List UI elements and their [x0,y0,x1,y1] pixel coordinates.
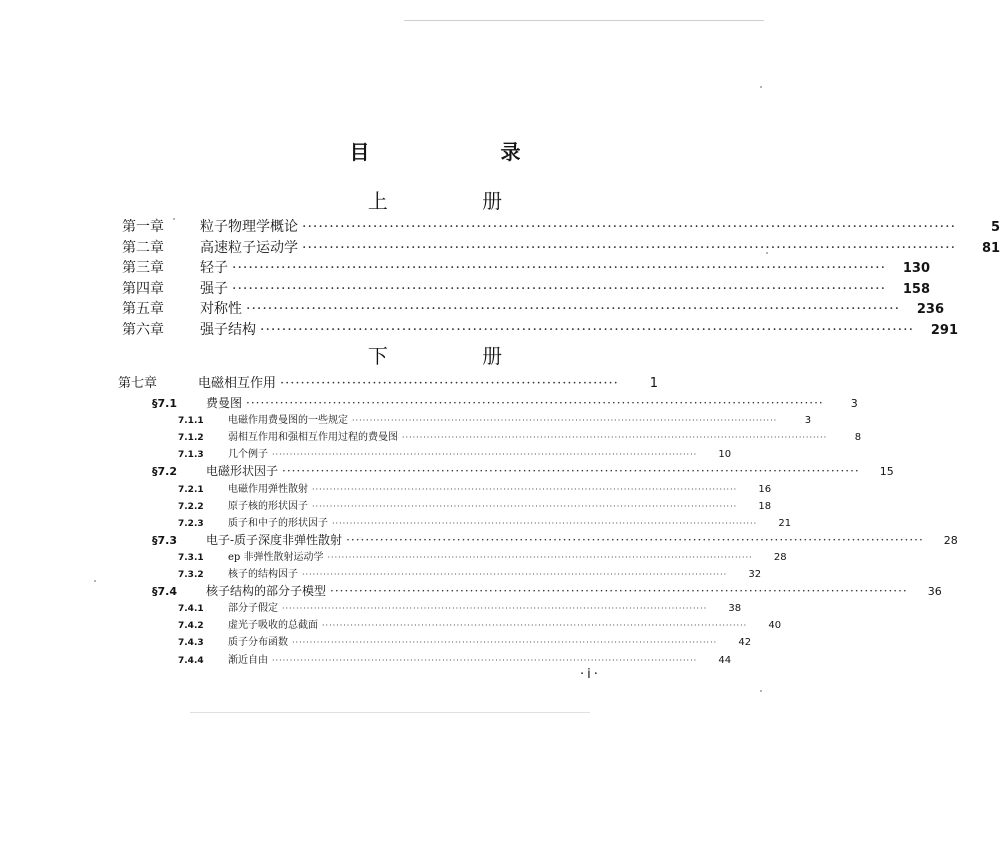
section-entry [152,582,942,600]
leader-dots: ························································································································ [282,464,860,479]
leader-dots: ························································································································ [260,321,915,338]
chapter-title: 轻子 [200,260,228,276]
chapter-page: 158 [902,281,931,297]
chapter-page: 1 [649,376,658,391]
subsection-page: 42 [738,637,752,649]
subsection-page: 38 [728,603,742,615]
chapter-label: 第三章 [122,260,164,276]
section-number: §7.1 [152,397,177,410]
subsection-number: 7.4.1 [178,604,204,615]
section-page: 3 [850,397,858,410]
subsection-page: 40 [768,620,782,632]
leader-dots: ························································································································ [246,301,901,317]
subsection-page: 16 [758,483,772,495]
subsection-entry [178,514,792,532]
subsection-page: 44 [718,654,732,666]
leader-dots: ························································································································ [272,655,698,665]
leader-dots: ························································································································ [332,518,758,528]
chapter-label: 第一章 [122,219,164,235]
section-number: §7.4 [152,585,177,599]
chapter-page: 236 [916,302,945,317]
leader-dots: ························································································································ [322,621,748,631]
chapter-label: 第七章 [118,376,158,391]
leader-dots: ························································································································ [272,450,698,460]
chapter-entry [122,319,959,339]
page-folio: ·i· [580,667,601,682]
section-number: §7.3 [152,533,177,547]
subsection-entry [178,651,732,669]
chapter-entry [122,278,931,298]
section-title: 电子-质子深度非弹性散射 [206,532,343,547]
subsection-entry [178,411,812,429]
subsection-title: 弱相互作用和强相互作用过程的费曼图 [228,432,398,444]
scan-edge-bottom [190,712,590,713]
subsection-number: 7.2.2 [178,501,204,512]
subsection-title: 电磁作用费曼图的一些规定 [228,415,348,427]
subsection-title: 质子分布函数 [228,637,288,649]
chapter-title: 高速粒子运动学 [200,239,298,256]
page-title: 目 录 [349,140,583,164]
leader-dots: ························································································································ [346,532,924,547]
subsection-entry [178,480,772,498]
subsection-page: 8 [854,432,862,444]
subsection-title: 核子的结构因子 [228,569,298,580]
leader-dots: ························································································································ [330,584,908,599]
subsection-number: 7.1.3 [178,450,204,461]
subsection-entry [178,497,772,515]
subsection-number: 7.3.2 [178,570,204,580]
subsection-title: 渐近自由 [228,654,268,666]
chapter-entry [122,257,931,277]
chapter-label: 第二章 [122,239,164,256]
chapter-title: 电磁相互作用 [198,376,277,391]
section-page: 15 [879,465,894,479]
subsection-title: 原子核的形状因子 [228,500,308,512]
subsection-title: 虚光子吸收的总截面 [228,620,318,632]
leader-dots: ························································································································ [292,638,718,648]
chapter-title: 强子 [200,280,228,297]
leader-dots: ························································································································ [312,501,738,511]
volume-1-heading: 上 册 [367,189,547,213]
speck [94,580,96,582]
section-entry [152,462,894,480]
subsection-number: 7.1.1 [178,416,204,427]
chapter-entry [122,216,1000,236]
chapter-title: 强子结构 [200,321,256,338]
subsection-number: 7.2.1 [178,484,204,495]
chapter-title: 粒子物理学概论 [200,219,298,235]
chapter-page: 5 [990,220,1000,235]
leader-dots: ························································································································ [352,416,778,426]
leader-dots: ························································································································ [302,239,957,256]
subsection-number: 7.2.3 [178,518,204,529]
subsection-title: 质子和中子的形状因子 [228,517,328,529]
leader-dots: ························································································································ [302,219,957,235]
subsection-number: 7.1.2 [178,433,204,444]
chapter-7-entry [118,372,658,392]
subsection-number: 7.4.4 [178,655,204,666]
section-page: 36 [927,585,942,599]
subsection-entry [178,428,862,446]
subsection-entry [178,548,787,566]
leader-dots: ························································································································ [282,604,708,614]
subsection-title: 部分子假定 [228,603,278,615]
subsection-title: 几个例子 [228,449,268,461]
section-number: §7.2 [152,465,177,479]
chapter-label: 第四章 [122,280,164,297]
chapter-page: 81 [981,240,1000,256]
leader-dots: ························································································································ [327,552,753,562]
chapter-entry [122,237,1000,257]
chapter-entry [122,298,945,318]
leader-dots: ························································································································ [402,433,828,443]
volume-2-heading: 下 册 [367,344,547,368]
subsection-page: 21 [778,517,792,529]
section-title: 电磁形状因子 [206,464,279,479]
subsection-number: 7.4.2 [178,621,204,632]
subsection-entry [178,616,782,634]
chapter-label: 第五章 [122,301,164,317]
section-entry [152,531,958,549]
section-page: 28 [943,533,958,547]
subsection-page: 18 [758,500,772,512]
scan-edge-top [404,20,764,21]
chapter-page: 291 [930,322,959,338]
leader-dots: ·································································· [280,376,619,391]
chapter-page: 130 [902,261,931,276]
subsection-page: 28 [773,551,787,563]
leader-dots: ························································································································ [302,570,728,579]
section-title: 费曼图 [206,396,243,410]
subsection-entry [178,565,762,583]
chapter-title: 对称性 [200,301,242,317]
subsection-number: 7.4.3 [178,638,204,649]
leader-dots: ························································································································ [232,280,887,297]
speck [760,86,762,88]
subsection-title: 电磁作用弹性散射 [228,483,308,495]
section-title: 核子结构的部分子模型 [206,584,327,599]
leader-dots: ························································································································ [312,484,738,494]
speck [760,690,762,692]
subsection-entry [178,599,742,617]
section-entry [152,394,858,412]
leader-dots: ························································································································ [246,396,824,410]
subsection-page: 3 [804,415,812,427]
leader-dots: ························································································································ [232,260,887,276]
subsection-entry [178,445,732,463]
subsection-entry [178,633,752,651]
subsection-page: 10 [718,449,732,461]
subsection-number: 7.3.1 [178,552,204,563]
subsection-title: ep 非弹性散射运动学 [228,551,324,563]
subsection-page: 32 [748,569,762,580]
chapter-label: 第六章 [122,321,164,338]
